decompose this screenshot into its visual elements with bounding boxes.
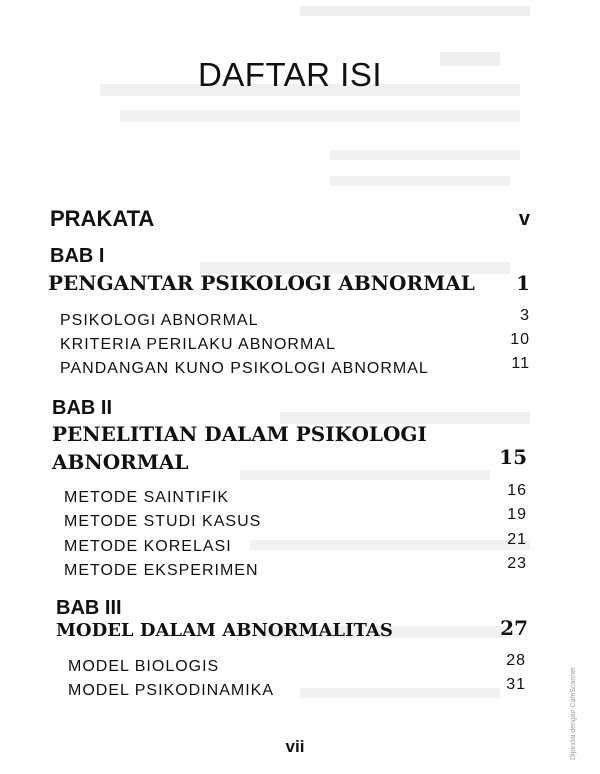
toc-section-3-1: MODEL BIOLOGIS [68,658,220,675]
toc-section-1-1-page: 3 [520,307,530,324]
toc-section-2-1: METODE SAINTIFIK [64,489,230,506]
toc-section-2-1-page: 16 [507,482,527,499]
toc-section-2-2: METODE STUDI KASUS [64,513,262,530]
chapter-3-title: MODEL DALAM ABNORMALITAS [56,620,393,641]
toc-section-1-2-page: 10 [510,331,530,348]
toc-section-2-2-page: 19 [507,506,527,523]
chapter-1-page: 1 [516,271,530,295]
toc-section-1-2: KRITERIA PERILAKU ABNORMAL [60,336,336,353]
chapter-1-bab: BAB I [50,245,105,267]
toc-section-2-4: METODE EKSPERIMEN [64,562,259,579]
toc-section-1-3-page: 11 [511,355,530,372]
chapter-2-page: 15 [499,445,527,469]
scanner-watermark: Dipindai dengan CamScanner [570,666,577,760]
toc-section-2-3: METODE KORELASI [64,538,232,555]
toc-prakata-page: v [518,208,530,230]
chapter-2-bab: BAB II [52,397,112,419]
page-title: DAFTAR ISI [197,56,383,93]
toc-section-1-3: PANDANGAN KUNO PSIKOLOGI ABNORMAL [60,360,429,377]
page-number: vii [285,737,305,756]
toc-section-3-2: MODEL PSIKODINAMIKA [68,682,274,699]
toc-section-3-1-page: 28 [506,652,526,669]
toc-prakata-label: PRAKATA [50,206,155,231]
chapter-2-title-line-2: ABNORMAL [52,450,189,474]
chapter-3-page: 27 [500,616,528,640]
toc-section-2-3-page: 21 [507,531,527,548]
chapter-1-title: PENGANTAR PSIKOLOGI ABNORMAL [48,271,475,295]
chapter-3-bab: BAB III [56,597,122,619]
toc-section-3-2-page: 31 [506,676,526,693]
toc-section-2-4-page: 23 [507,555,527,572]
toc-section-1-1: PSIKOLOGI ABNORMAL [60,312,259,329]
chapter-2-title-line-1: PENELITIAN DALAM PSIKOLOGI [52,422,427,446]
